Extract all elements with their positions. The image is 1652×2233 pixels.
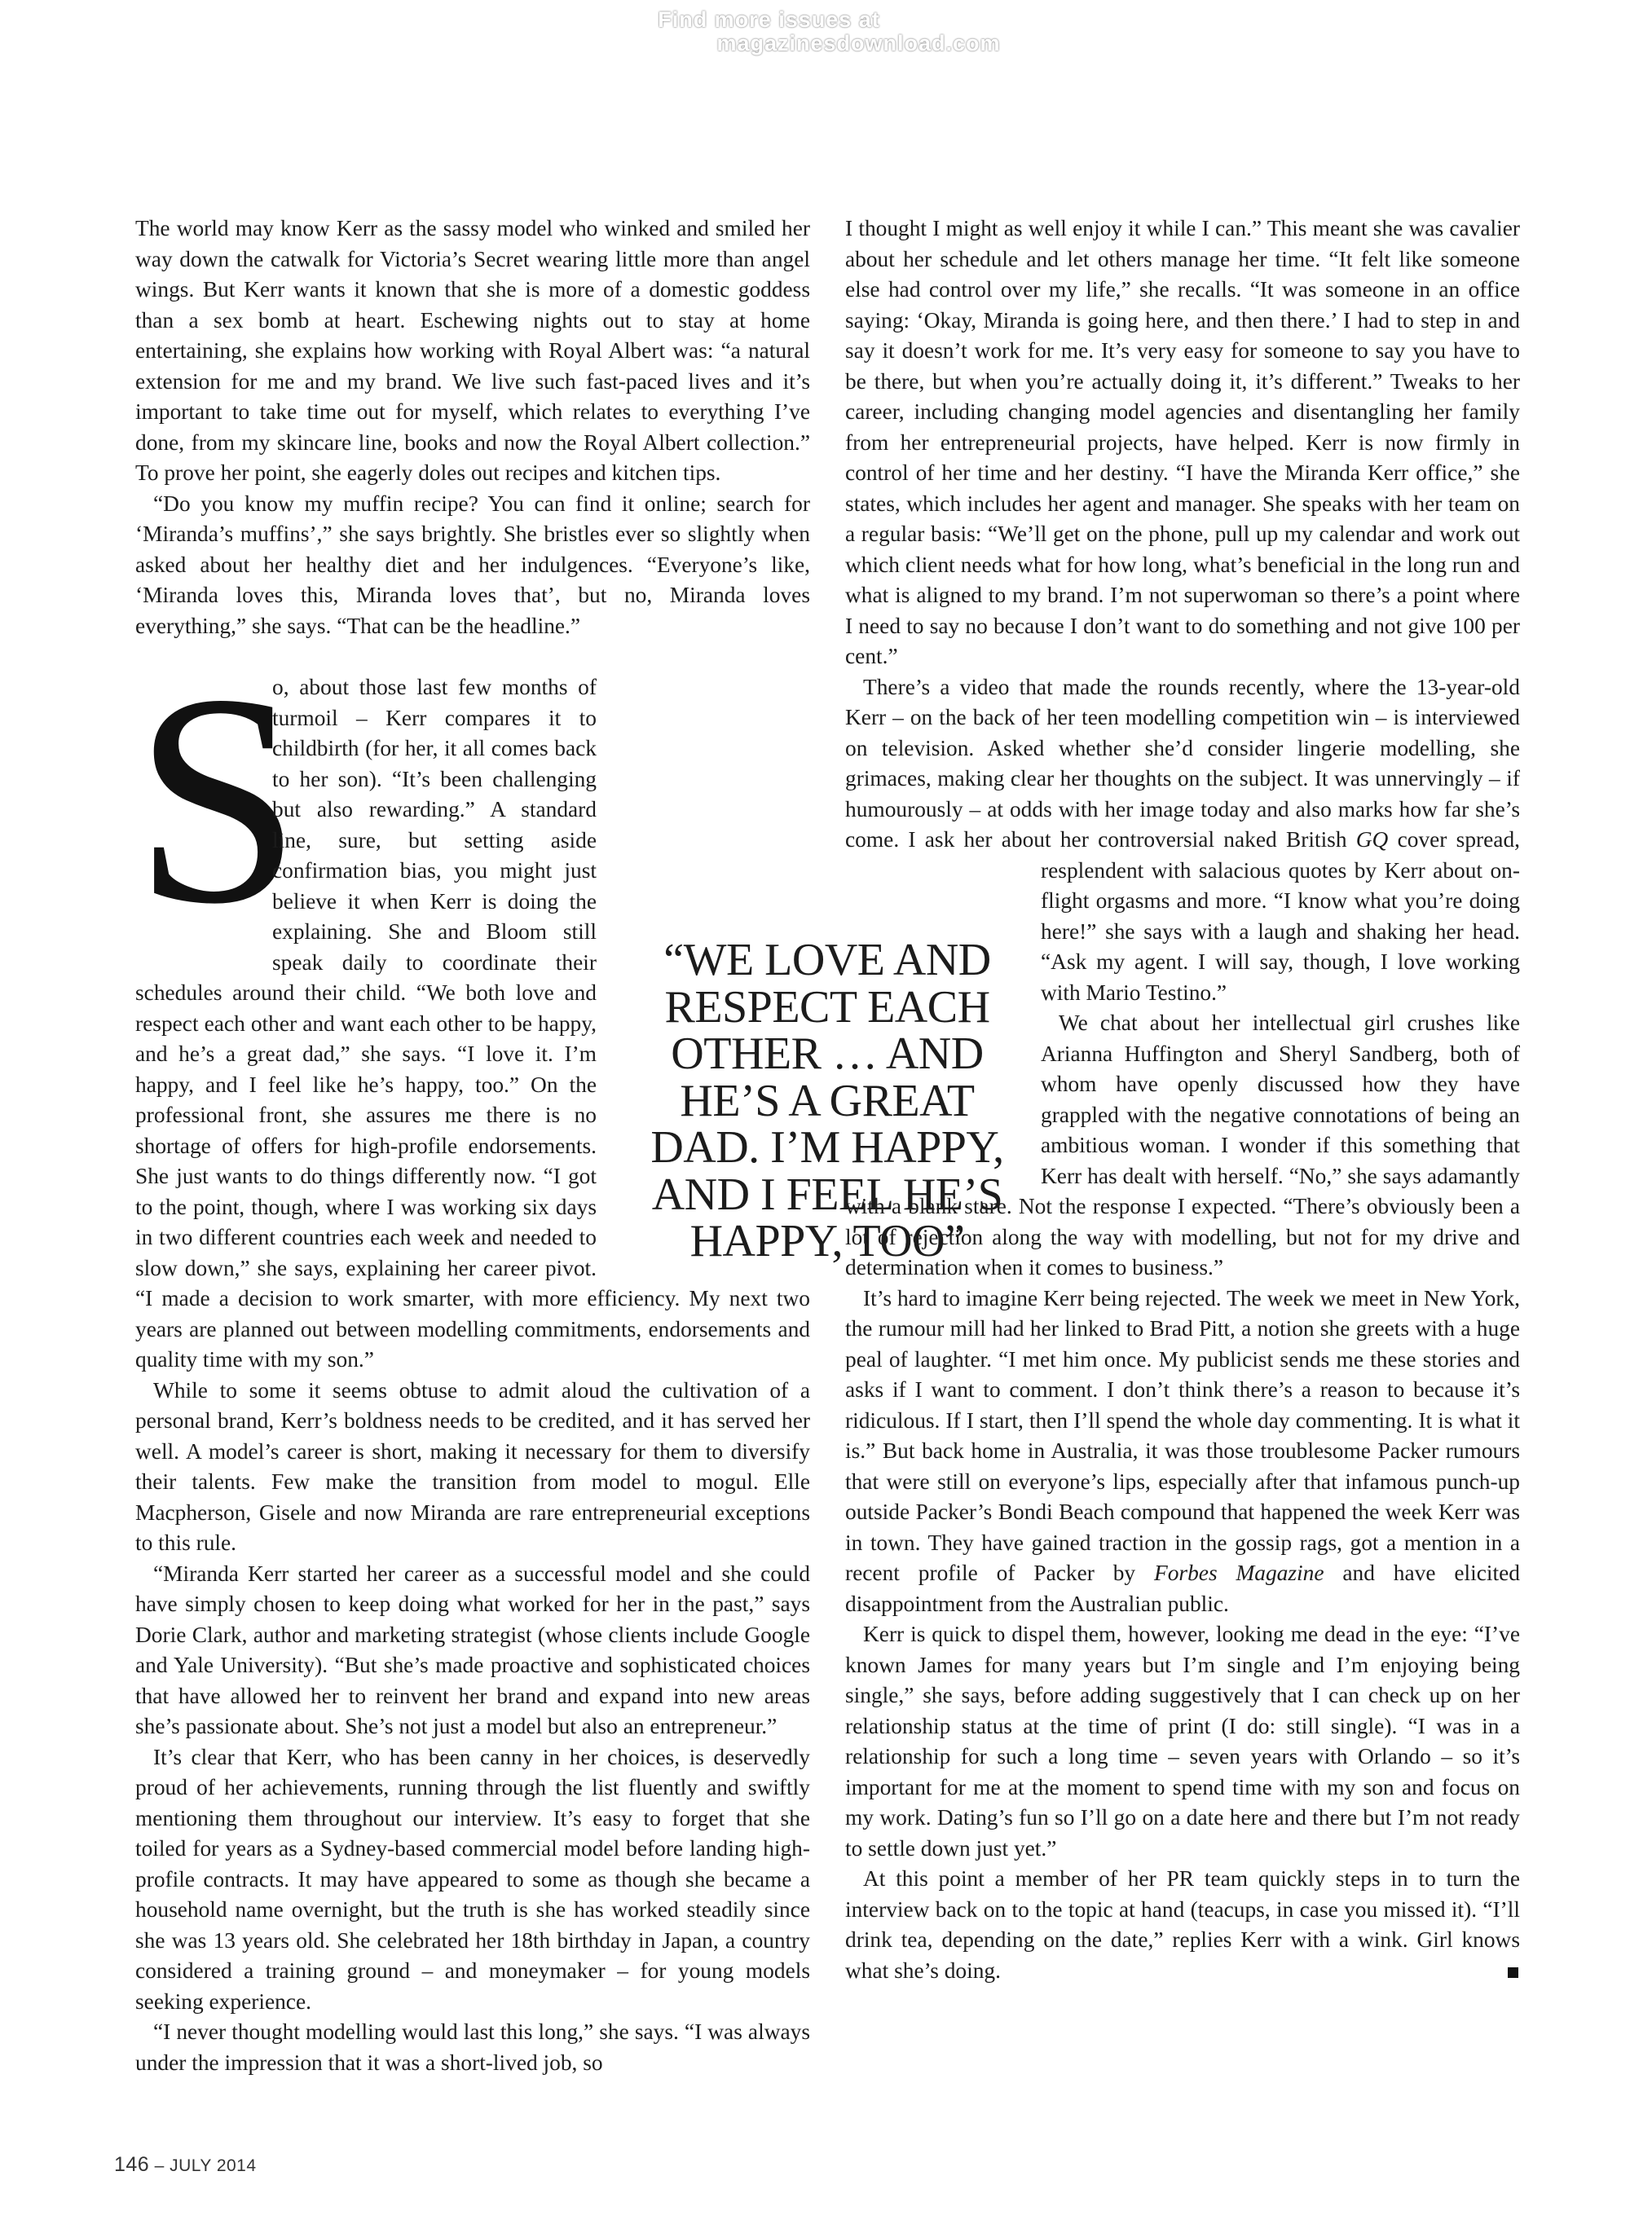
page-footer bbox=[114, 2153, 257, 2177]
pull-quote: “WE LOVE AND RESPECT EACH OTHER … AND HE’S A GREAT DAD. I’M HAPPY, AND I FEEL HE’S HAPPY, TOO” bbox=[650, 935, 1004, 1266]
paragraph-text: and have elicited disappointment from the Australian public. bbox=[845, 1561, 1520, 1616]
paragraph-text: o, about those last few months of turmoil – Kerr compares it to childbirth (for her, it all comes back to her son). “It’s been challenging but also rewarding.” A standard line, sure, but setting aside confirmation bias, you might just believe it when Kerr is doing the explaining. She and Bloom still speak daily to coordinate their schedules around their child. “We both love and respect each other and want each other to be happy, and he’s a great dad,” she says. “I love it. I’m happy, and I feel like he’s happy, too.” On the professional front, she assures me there is no shortage of offers for high-profile endorsements. She just wants to do things differently now. “I got to the point, though, where I was working six days in two different countries each week and needed to slow down,” she says, explaining her career pivot. “I made a decision to work smarter, with more efficiency. My next two years are planned out between modelling commitments, endorsements and quality time with my son.” bbox=[135, 675, 810, 1372]
paragraph: It’s clear that Kerr, who has been canny in her choices, is deservedly proud of her achievements, running through the list fluently and swiftly mentioning them throughout our interview. It’s easy to forget that she toiled for years as a Sydney-based commercial model before landing high-profile contracts. It may have appeared to some as though she became a household name overnight, but the truth is she has worked steadily since she was 13 years old. She celebrated her 18th birthday in Japan, a country considered a training ground – and moneymaker – for young models seeking experience. bbox=[135, 1744, 810, 2014]
paragraph: “Miranda Kerr started her career as a successful model and she could have simply chosen to keep doing what worked for her in the past,” says Dorie Clark, author and marketing strategist (whose clients include Google and Yale University). “But she’s made proactive and sophisticated choices that have allowed her to reinvent her brand and expand into new areas she’s passionate about. She’s not just a model but also an entrepreneur.” bbox=[135, 1561, 810, 1738]
paragraph: Kerr is quick to dispel them, however, looking me dead in the eye: “I’ve known James for many years but I’m single and I’m enjoying being single,” she says, before adding suggestively that I can check up on her relationship status at the time of print (I do: still single). “I was in a relationship for such a long time – seven years with Orlando – so it’s important for me at the moment to spend time with my son and focus on my work. Dating’s fun so I’ll go on a date here and there but I’m not ready to settle down just yet.” bbox=[845, 1622, 1520, 1861]
paragraph: “Do you know my muffin recipe? You can find it online; search for ‘Miranda’s muffins’,” she says brightly. She bristles ever so slightly when asked about her healthy diet and her indulgences. “Everyone’s like, ‘Miranda loves this, Miranda loves that’, but no, Miranda loves everything,” she says. “That can be the headline.” bbox=[135, 491, 810, 638]
paragraph: We chat about her intellectual girl crushes like Arianna Huffington and Sheryl Sandberg, both of whom have openly discussed how they have grappled with the negative connotations of being an ambitious woman. I wonder if this something that Kerr has dealt with herself. “No,” she says adamantly with a blank stare. Not the response I expected. “There’s obviously been a lot of rejection along the way with modelling, but not for my drive and determination when it comes to business.” bbox=[845, 1011, 1520, 1279]
magazine-title: GQ bbox=[1355, 827, 1389, 852]
watermark-line-1: Find more issues at bbox=[658, 7, 880, 32]
paragraph-text: There’s a video that made the rounds recently, where the 13-year-old Kerr – on the back of her teen modelling competition win – is interviewed on television. Asked whether she’d consider lingerie modelling, she grimaces, making clear her thoughts on the subject. It was unnervingly – if humourously – at odds with her image today and also marks how far she’s come. I ask her about her controversial naked British bbox=[845, 674, 1520, 852]
page-number: 146 bbox=[114, 2153, 150, 2176]
paragraph: I thought I might as well enjoy it while I can.” This meant she was cavalier about her schedule and let others manage her time. “It felt like someone else had control over my life,” she recalls. “It was someone in an office saying: ‘Okay, Miranda is going here, and then there.’ I had to step in and say it doesn’t work for me. It’s very easy for someone to say you have to be there, but when you’re actually doing it, it’s different.” Tweaks to her career, including changing model agencies and disentangling her family from her entrepreneurial projects, have helped. Kerr is now firmly in control of her time and her destiny. “I have the Miranda Kerr office,” she states, which includes her agent and manager. She speaks with her team on a regular basis: “We’ll get on the phone, pull up my calendar and work out which client needs what for how long, what’s beneficial in the long run and what is aligned to my brand. I’m not superwoman so there’s a point where I need to say no because I don’t want to do something and not give 100 per cent.” bbox=[845, 216, 1520, 668]
paragraph-text: cover spread, resplendent with salacious quotes by Kerr about on-flight orgasms and more. “I know what you’re doing here!” she says with a laugh and shaking her head. “Ask my agent. I will say, though, I love working with Mario Testino.” bbox=[1041, 827, 1520, 1005]
paragraph bbox=[845, 1284, 1520, 1620]
paragraph-text: At this point a member of her PR team quickly steps in to turn the interview back on to the topic at hand (teacups, in case you missed it). “I’ll drink tea, depending on the date,” replies Kerr with a wink. Girl knows what she’s doing. bbox=[845, 1866, 1520, 1983]
drop-cap: S bbox=[134, 632, 302, 967]
watermark-line-2: magazinesdownload.com bbox=[716, 31, 1001, 55]
issue-date: – JULY 2014 bbox=[154, 2156, 257, 2175]
paragraph: The world may know Kerr as the sassy model who winked and smiled her way down the catwalk for Victoria’s Secret wearing little more than angel wings. But Kerr wants it known that she is more of a domestic goddess than a sex bomb at heart. Eschewing nights out to stay at home entertaining, she explains how working with Royal Albert was: “a natural extension for me and my brand. We live such fast-paced lives and it’s important to take time out for myself, which relates to everything I’ve done, from my skincare line, books and now the Royal Albert collection.” To prove her point, she eagerly doles out recipes and kitchen tips. bbox=[135, 216, 810, 485]
magazine-title: Forbes Magazine bbox=[1154, 1561, 1324, 1585]
watermark bbox=[0, 8, 1652, 55]
paragraph bbox=[845, 1864, 1520, 1986]
paragraph-text: It’s hard to imagine Kerr being rejected. The week we meet in New York, the rumour mill had her linked to Brad Pitt, a notion she greets with a huge peal of laughter. “I met him once. My publicist sends me these stories and asks if I want to comment. I don’t think there’s a reason to because it’s ridiculous. If I start, then I’ll spend the whole day commenting. It is what it is.” But back home in Australia, it was those troublesome Packer rumours that were still on everyone’s lips, especially after that infamous punch-up outside Packer’s Bondi Beach compound that happened the week Kerr was in town. They have gained traction in the gossip rags, got a mention in a recent profile of Packer by bbox=[845, 1285, 1520, 1585]
end-mark-icon bbox=[1508, 1967, 1518, 1978]
paragraph: While to some it seems obtuse to admit aloud the cultivation of a personal brand, Kerr’s boldness needs to be credited, and it has served her well. A model’s career is short, making it necessary for them to diversify their talents. Few make the transition from model to mogul. Elle Macpherson, Gisele and now Miranda are rare entrepreneurial exceptions to this rule. bbox=[135, 1377, 810, 1555]
paragraph: “I never thought modelling would last this long,” she says. “I was always under the impression that it was a short-lived job, so bbox=[135, 2019, 810, 2075]
